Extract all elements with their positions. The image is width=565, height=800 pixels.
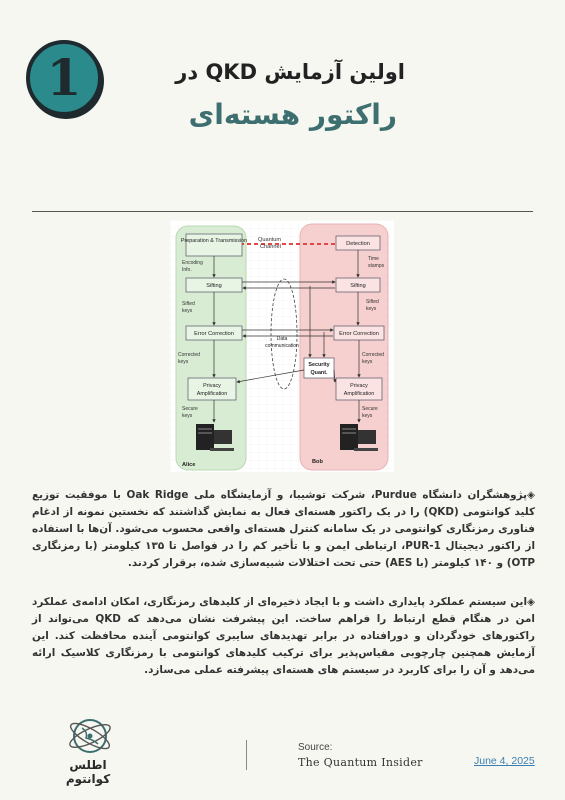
bob-time-2: stamps bbox=[368, 263, 385, 269]
alice-pa-label-2: Amplification bbox=[196, 391, 228, 397]
alice-ec-label: Error Correction bbox=[194, 331, 234, 337]
alice-secure-2: keys bbox=[182, 413, 193, 419]
quantum-channel-label-1: Quantum bbox=[258, 237, 282, 243]
alice-prep-label-text: Preparation & Transmission bbox=[180, 238, 248, 244]
number-badge bbox=[26, 40, 102, 116]
data-comm-label-1: Data bbox=[276, 336, 288, 342]
security-quant-label-1: Security bbox=[308, 362, 330, 368]
title-line-2: راکتور هسته‌ای bbox=[188, 98, 397, 131]
bob-name: Bob bbox=[312, 459, 323, 465]
qkd-diagram-svg bbox=[170, 220, 394, 472]
quantum-channel-label-2: Channel bbox=[260, 244, 281, 250]
paragraph-2: ◈این سیستم عملکرد پایداری داشت و با ایجاد ذخیره‌ای از کلیدهای رمزنگاری، امکان ادامه‌ی عملکرد امن در هنگام قطع ارتباط را فراهم ساخت. این پیشرفت نشان می‌دهد که QKD می‌تواند از راکتورهای خودگردان و دورافتاده در برابر تهدیدهای سایبری کوانتومی آینده محافظت کند. این آزمایش همچنین چارچوبی مقیاس‌پذیر برای ترکیب کلیدهای کوانتومی با رمزنگاری کلاسیک ارائه می‌دهد و آن را برای کاربرد در سیستم های هسته‌ای پیشرفته عملی می‌سازد. bbox=[32, 596, 535, 676]
qkd-diagram bbox=[170, 220, 394, 472]
bob-sifted-1: Sifted bbox=[366, 299, 379, 305]
alice-corrected-1: Corrected bbox=[178, 352, 200, 358]
alice-sifting-label: Sifting bbox=[206, 283, 222, 289]
bob-corrected-1: Corrected bbox=[362, 352, 384, 358]
bob-secure-2: keys bbox=[362, 413, 373, 419]
footer-divider bbox=[246, 740, 247, 770]
alice-sifted-2: keys bbox=[182, 308, 193, 314]
source-name: The Quantum Insider bbox=[298, 756, 423, 769]
alice-prep-label bbox=[181, 238, 247, 244]
quantum-atlas-logo-icon bbox=[60, 714, 120, 758]
alice-corrected-2: keys bbox=[178, 359, 189, 365]
bob-pa-label-1: Privacy bbox=[350, 383, 368, 389]
bob-pa-label-2: Amplification bbox=[343, 391, 375, 397]
bob-sifting-label: Sifting bbox=[350, 283, 366, 289]
badge-number: 1 bbox=[46, 48, 82, 107]
alice-secure-1: Secure bbox=[182, 406, 198, 412]
date-link[interactable]: June 4, 2025 bbox=[474, 755, 535, 767]
alice-encoding-2: Info. bbox=[182, 267, 192, 273]
header-divider bbox=[32, 211, 533, 212]
title-line-1: اولین آزمایش QKD در bbox=[175, 60, 405, 84]
paragraph-1: ◈پژوهشگران دانشگاه Purdue، شرکت توشیبا، و آزمایشگاه ملی Oak Ridge با موفقیت توزیع کلید کوانتومی (QKD) را در یک راکتور هسته‌ای فعال به نمایش گذاشتند که نخستین نمونه از ادغام فناوری رمزنگاری کوانتومی در یک سامانه کنترل هسته‌ای واقعی محسوب می‌شود. آن‌ها با استفاده از راکتور دیجیتال PUR-1، ارتباطی ایمن و با تأخیر کم را در فواصل تا ۱۳۵ کیلومتر (با رمزنگاری OTP) و ۱۴۰ کیلومتر (با AES) حتی تحت اختلالات شبیه‌سازی شده، برقرار کردند. bbox=[32, 489, 536, 569]
alice-pa-label-1: Privacy bbox=[203, 383, 221, 389]
bob-time-1: Time bbox=[368, 256, 379, 262]
alice-name: Alice bbox=[182, 462, 196, 468]
data-comm-label-2: communication bbox=[265, 343, 299, 349]
bob-detection-label: Detection bbox=[346, 241, 370, 247]
security-quant-label-2: Quant. bbox=[310, 370, 328, 376]
logo-text: اطلس کوانتوم bbox=[65, 758, 111, 786]
bob-sifted-2: keys bbox=[366, 306, 377, 312]
source-label: Source: bbox=[298, 742, 333, 753]
bob-corrected-2: keys bbox=[362, 359, 373, 365]
bob-secure-1: Secure bbox=[362, 406, 378, 412]
alice-sifted-1: Sifted bbox=[182, 301, 195, 307]
alice-encoding-1: Encoding bbox=[182, 260, 203, 266]
bob-ec-label: Error Correction bbox=[339, 331, 379, 337]
